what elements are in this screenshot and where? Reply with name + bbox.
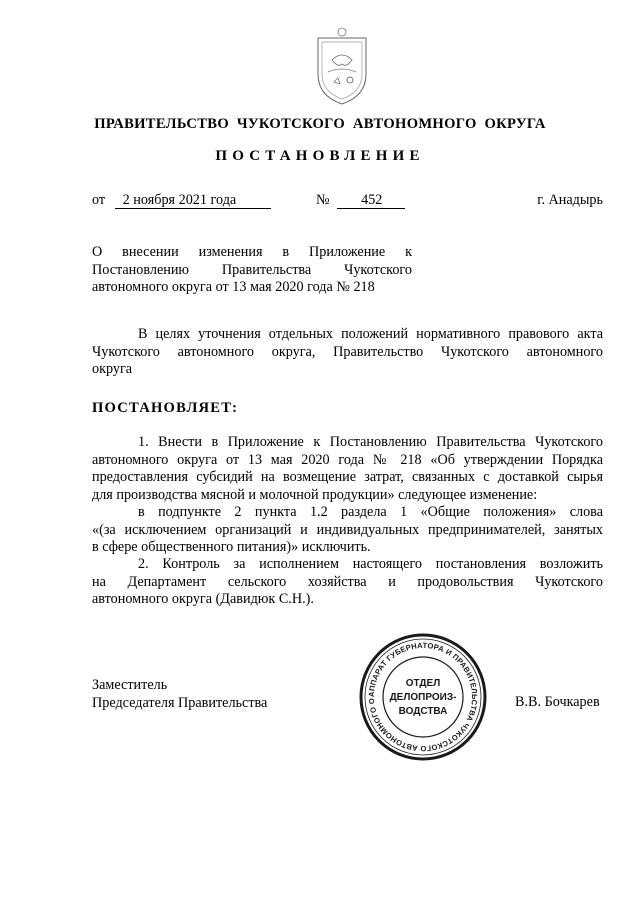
date-prefix: от: [92, 192, 106, 208]
government-title: ПРАВИТЕЛЬСТВО ЧУКОТСКОГО АВТОНОМНОГО ОКРУГА: [94, 116, 546, 132]
subject-block: [92, 244, 412, 297]
stamp-center-line: ВОДСТВА: [398, 706, 448, 717]
stamp-center-line: ДЕЛОПРОИЗ-: [389, 692, 457, 703]
position-line: Заместитель: [92, 677, 168, 693]
item-2: [92, 556, 603, 609]
number-block: [316, 192, 405, 209]
item-2-line: автономного округа (Давидюк С.Н.).: [92, 591, 314, 607]
city: г. Анадырь: [537, 192, 603, 208]
subject-line: автономного округа от 13 мая 2020 года № 218: [92, 279, 375, 295]
subject-line: О внесении изменения в Приложение к: [92, 244, 412, 260]
item-2-line: на Департамент сельского хозяйства и продовольствия Чукотского: [92, 573, 603, 590]
item-1-line: автономного округа от 13 мая 2020 года № 218 «Об утверждении Порядка: [92, 451, 603, 468]
date-value: 2 ноября 2021 года: [115, 193, 271, 209]
signatory-position: [92, 676, 267, 712]
stamp-center-line: ОТДЕЛ: [405, 678, 441, 689]
item-1-change-line: «(за исключением организаций и индивидуальных предпринимателей, занятых: [92, 521, 603, 538]
item-1-line: для производства мясной и молочной продукции» следующее изменение:: [92, 486, 538, 503]
resolves-heading: ПОСТАНОВЛЯЕТ:: [92, 400, 239, 416]
item-1-line: предоставления субсидий на возмещение затрат, связанных с доставкой сырья: [92, 469, 603, 485]
item-2-line: 2. Контроль за исполнением настоящего постановления возложить: [138, 556, 603, 572]
preamble-line: Чукотского автономного округа, Правительство Чукотского автономного: [92, 343, 603, 360]
preamble-line: округа: [92, 361, 133, 377]
stamp-ring-text: АППАРАТ ГУБЕРНАТОРА И ПРАВИТЕЛЬСТВА ЧУКОТСКОГО АВТОНОМНОГО О: [366, 640, 480, 754]
number-value: 452: [337, 193, 405, 209]
date-block: [92, 192, 271, 209]
preamble: [92, 326, 603, 379]
coat-of-arms-emblem: [306, 24, 378, 108]
position-line: Председателя Правительства: [92, 695, 268, 711]
item-1-line: 1. Внести в Приложение к Постановлению Правительства Чукотского: [138, 434, 603, 450]
signatory-name: В.В. Бочкарев: [515, 694, 600, 710]
office-stamp: [358, 632, 488, 762]
number-sign: №: [316, 192, 330, 208]
item-1-change-line: в подпункте 2 пункта 1.2 раздела 1 «Общие положения» слова: [138, 504, 603, 520]
subject-line: Постановлению Правительства Чукотского: [92, 261, 412, 278]
item-1-change: [92, 504, 603, 557]
item-1-change-line: в сфере общественного питания)» исключить.: [92, 539, 371, 555]
decree-title: ПОСТАНОВЛЕНИЕ: [215, 148, 425, 164]
item-1: [92, 434, 603, 504]
preamble-line: В целях уточнения отдельных положений нормативного правового акта: [138, 326, 603, 342]
